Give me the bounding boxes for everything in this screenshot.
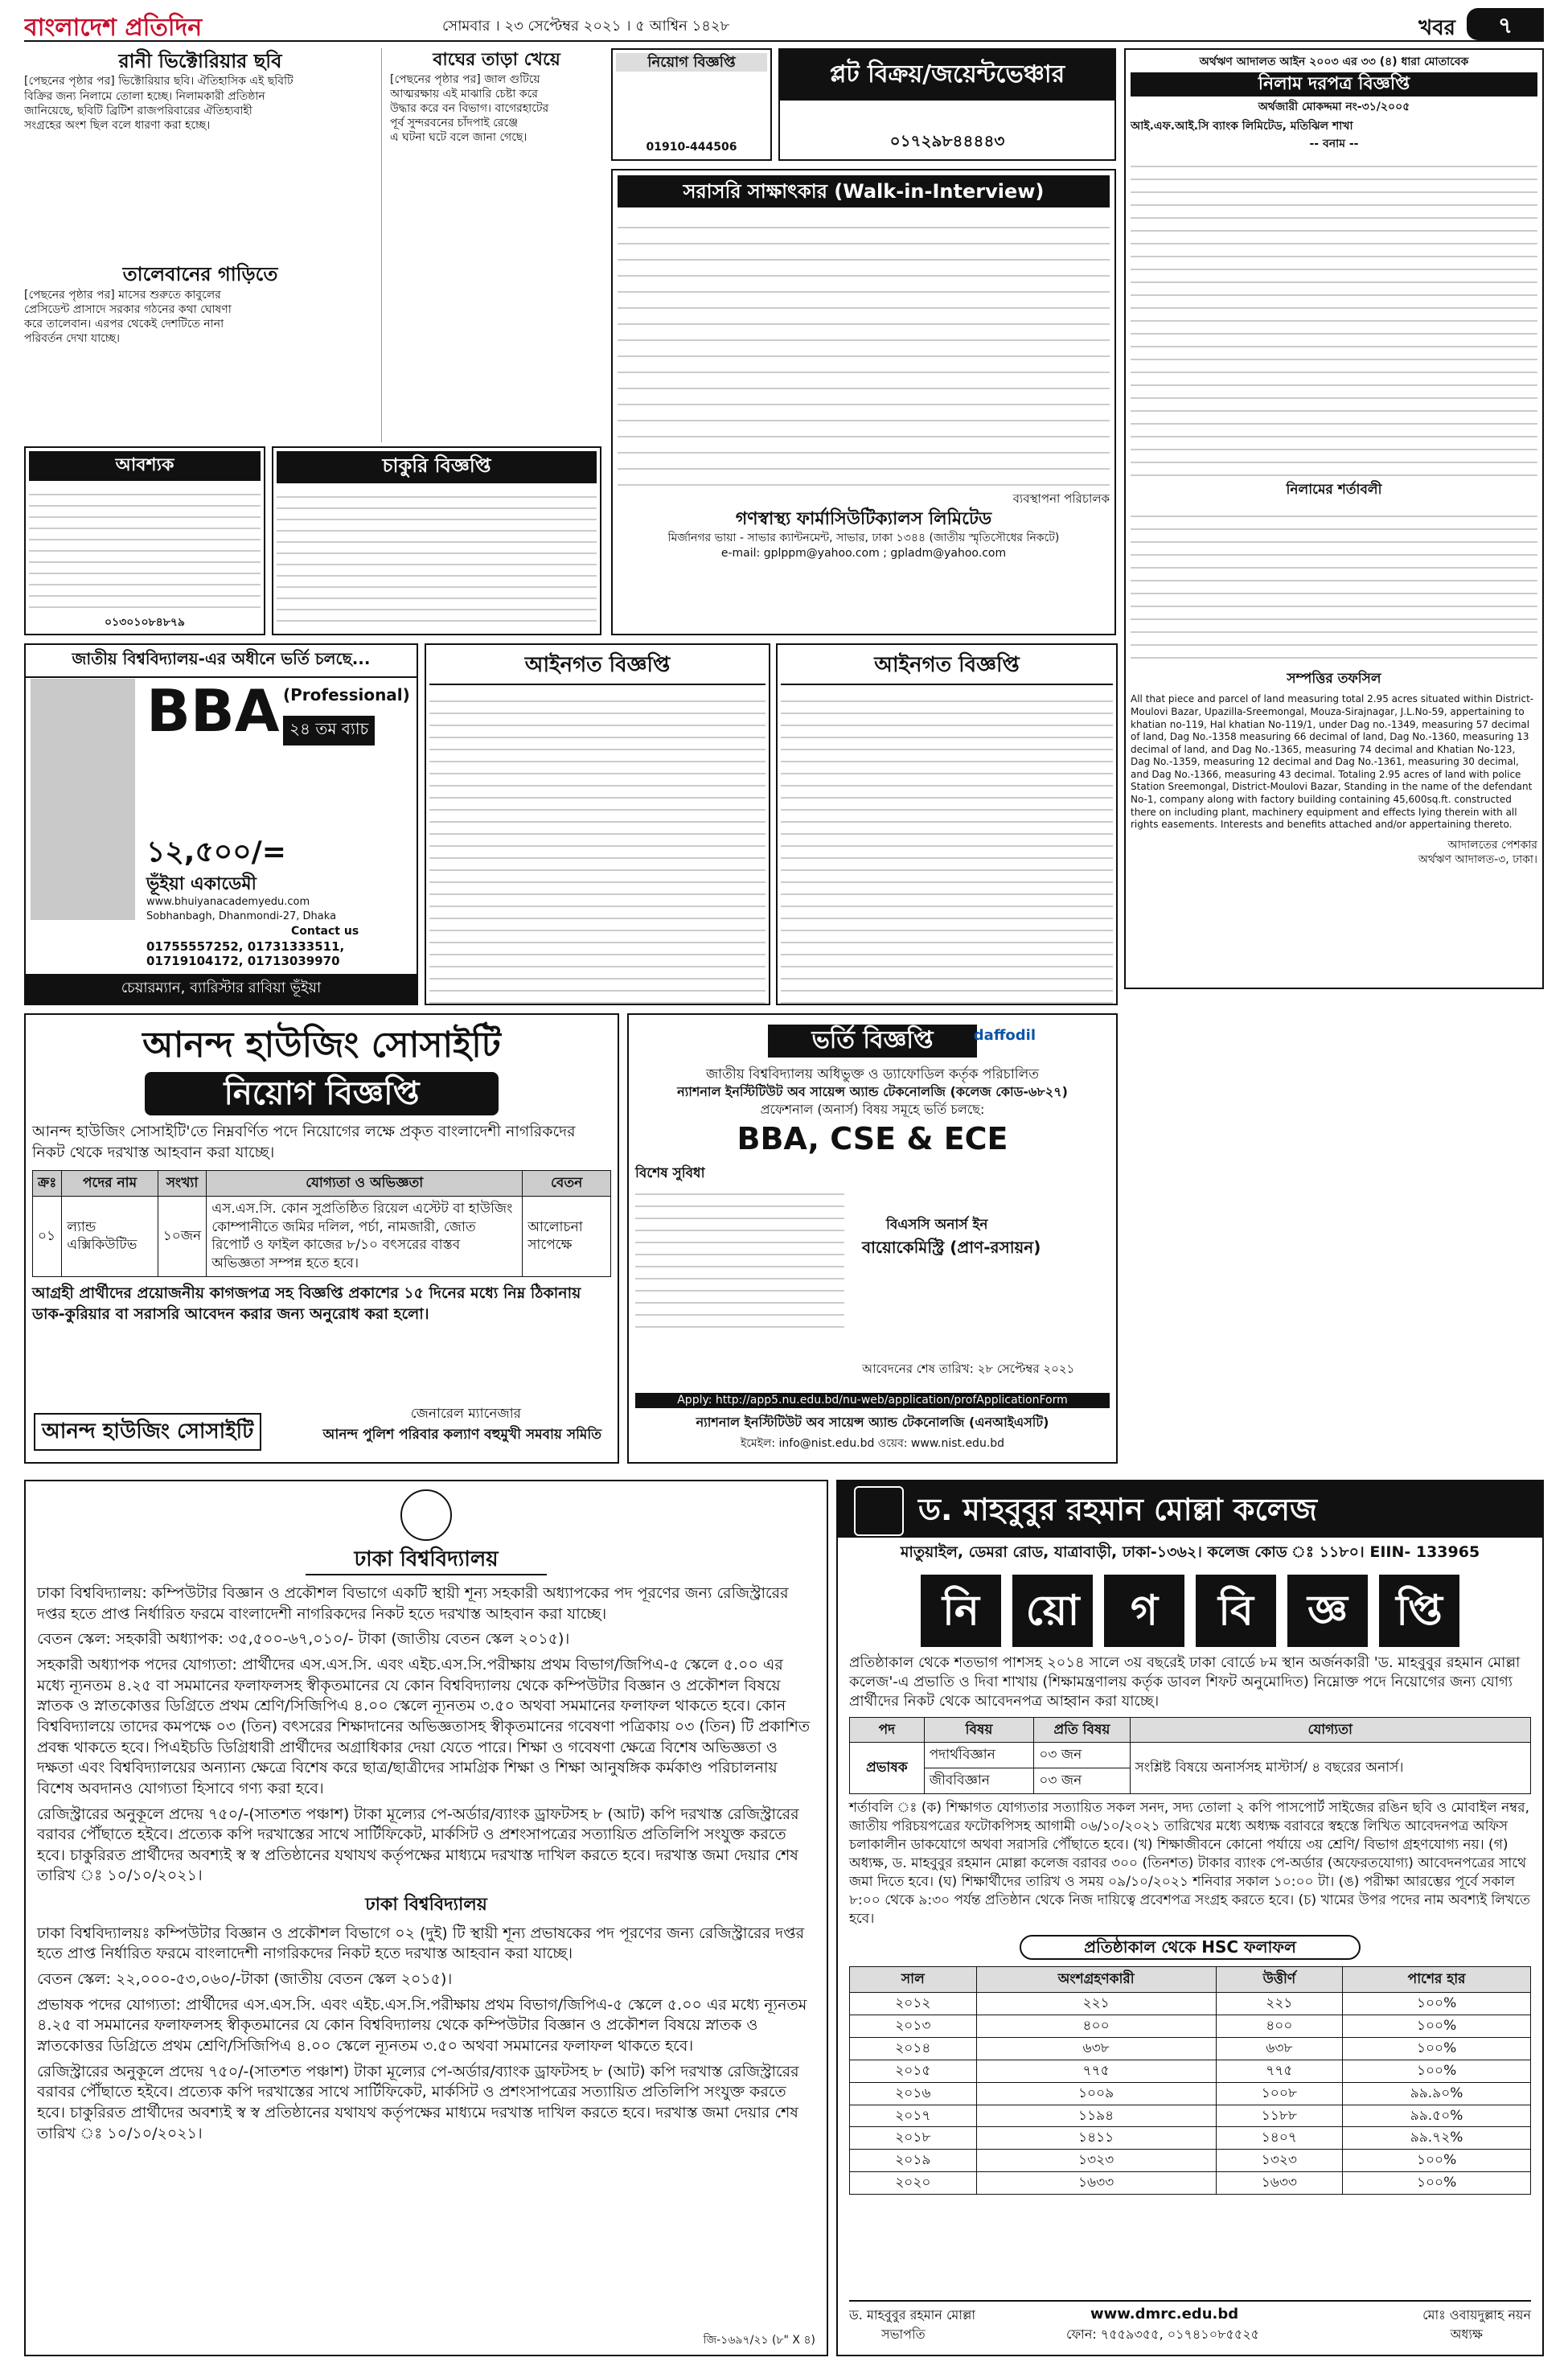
du-title: ঢাকা বিশ্ববিদ্যালয়	[306, 1546, 547, 1575]
dmrc-conditions: শর্তাবলি ঃ (ক) শিক্ষাগত যোগ্যতার সত্যায়িত সকল সনদ, সদ্য তোলা ২ কপি পাসপোর্ট সাইজের রঙিন ছবি ও মোবাইল নম্বর, জাতীয় পরিচয়পত্রের ফটোকপিসহ আগামী ০৬/১০/২০২১ তারিখের মধ্যে অধ্যক্ষ বরাবরে স্বহস্তে লিখিত আবেদনপত্র অফিস চলাকালীন ডাকযোগে অথবা সরাসরি পৌঁছাতে হবে। (খ) শিক্ষাজীবনে কোনো পর্যায়ে ৩য় শ্রেণি/ বিভাগ গ্রহণযোগ্য নয়। (গ) অধ্যক্ষ, ড. মাহবুবুর রহমান মোল্লা কলেজ বরাবর ৩০০ (তিনশত) টাকার ব্যাংক পে-অর্ডার (অফেরতযোগ্য) আবেদনপত্রের সাথে জমা দিতে হবে। (ঘ) শিক্ষার্থীদের তারিখ ও সময় ০৯/১০/২০২১ শনিবার সকাল ১০:০০ টা। (ঙ) পরীক্ষা আরম্ভের পূর্বে সকাল ৮:০০ থেকে ৯:৩০ পর্যন্ত প্রতিষ্ঠান থেকে নিজ দায়িত্বে প্রবেশপত্র সংগ্রহ করতে হবে। (চ) খামের উপর পদের নাম অবশ্যই লিখতে হবে।	[849, 1800, 1530, 1927]
page-number: ৭	[1467, 8, 1544, 40]
table-cell: ১০জন	[158, 1196, 206, 1277]
bba-photo	[31, 679, 135, 920]
nist-apply-link[interactable]: Apply: http://app5.nu.edu.bd/nu-web/application/profApplicationForm	[635, 1393, 1110, 1408]
nilam-court: অর্থঋণ আদালত-৩, ঢাকা।	[1418, 853, 1537, 867]
table-cell: ১৬৩৩	[976, 2172, 1216, 2195]
du-p1b: বেতন স্কেল: সহকারী অধ্যাপক: ৩৫,৫০০-৬৭,০১০/- টাকা (জাতীয় বেতন স্কেল ২০১৫)।	[37, 1630, 570, 1649]
ananda-intro: আনন্দ হাউজিং সোসাইটি'তে নিম্নবর্ণিত পদে নিয়োগের লক্ষে প্রকৃত বাংলাদেশী নাগরিকদের নিকট থেকে দরখাস্ত আহবান করা যাচ্ছে।	[32, 1123, 576, 1162]
table-cell: ১০০%	[1343, 2172, 1531, 2195]
nilam-rules-title: নিলামের শর্তাবলী	[1286, 482, 1382, 499]
table-cell: ২০১৬	[850, 2082, 977, 2105]
dmrc-title: ড. মাহবুবুর রহমান মোল্লা কলেজ	[918, 1492, 1318, 1527]
du-p1: ঢাকা বিশ্ববিদ্যালয়: কম্পিউটার বিজ্ঞান ও প্রকৌশল বিভাগে একটি স্থায়ী শূন্য সহকারী অধ্যাপকের পদ পূরণের জন্য রেজিস্ট্রারের দপ্তর হতে প্রাপ্ত নির্ধারিত ফরমে বাংলাদেশী নাগরিকদের নিকট হতে দরখাস্ত আহবান করা যাচ্ছে।	[37, 1584, 789, 1623]
nilam-vs: -- বনাম --	[1309, 138, 1359, 151]
table-cell: ৭৭৫	[1216, 2060, 1343, 2082]
bba-web: www.bhuiyanacademyedu.com	[146, 896, 310, 908]
nilam-bank: আই.এফ.আই.সি ব্যাংক লিমিটেড, মতিঝিল শাখা	[1131, 120, 1353, 133]
table-cell: ৯৯.৫০%	[1343, 2105, 1531, 2127]
table-cell: ১৪০৭	[1216, 2127, 1343, 2150]
nist-title: ভর্তি বিজ্ঞপ্তি	[768, 1025, 977, 1058]
hsc-table-body	[850, 1992, 1531, 2194]
ad-nilam	[1124, 48, 1544, 989]
masthead	[24, 8, 1544, 42]
nilam-body-placeholder	[1131, 154, 1537, 476]
du-title-2: ঢাকা বিশ্ববিদ্যালয়	[365, 1895, 487, 1916]
table-cell: ২০১৯	[850, 2150, 977, 2172]
dmrc-logo-icon	[854, 1486, 904, 1536]
du-p4: ঢাকা বিশ্ববিদ্যালয়ঃ কম্পিউটার বিজ্ঞান ও প্রকৌশল বিভাগে ০২ (দুই) টি স্থায়ী শূন্য প্রভাষকের পদ পূরণের জন্য রেজিস্ট্রারের দপ্তর হতে প্রাপ্ত নির্ধারিত ফরমে বাংলাদেশী নাগরিকদের নিকট হতে দরখাস্ত আহবান করা যাচ্ছে।	[37, 1924, 805, 1963]
table-header: পাশের হার	[1343, 1966, 1531, 1992]
table-row	[850, 2172, 1531, 2195]
ad-plot	[778, 48, 1116, 161]
news-line: করে তালেবান। এরপর থেকেই দেশটিতে নানা	[24, 317, 224, 331]
table-cell: ২০১২	[850, 1992, 977, 2015]
interview-email: e-mail: gplppm@yahoo.com ; gpladm@yahoo.com	[720, 547, 1007, 561]
news-line: উদ্ধার করে বন বিভাগ। বাগেরহাটের	[390, 102, 549, 116]
table-header: পদের নাম	[62, 1170, 158, 1196]
news-line: সংগ্রহের অংশ ছিল বলে ধারণা করা হচ্ছে।	[24, 118, 211, 132]
table-cell: জীববিজ্ঞান	[924, 1768, 1034, 1794]
bba-phones: 01755557252, 01731333511, 01719104172, 01713039970	[146, 939, 345, 968]
table-row	[850, 2127, 1531, 2150]
bba-prof: (Professional)	[283, 685, 410, 704]
dmrc-web[interactable]: www.dmrc.edu.bd	[1090, 2306, 1239, 2323]
dmrc-principal-role: অধ্যক্ষ	[1450, 2327, 1483, 2342]
ad-chakuri	[272, 446, 601, 635]
table-cell: এস.এস.সি. কোন সুপ্রতিষ্ঠিত রিয়েল এস্টেট বা হাউজিং কোম্পানীতে জমির দলিল, পর্চা, নামজারী, জোত রিপোর্ট ও ফাইল কাজের ৮/১০ বৎসরের বাস্তব অভিজ্ঞতা সম্পন্ন হতে হবে।	[207, 1196, 523, 1277]
nilam-rules-placeholder	[1131, 504, 1537, 665]
table-cell: ল্যান্ড এক্সিকিউটিভ	[62, 1196, 158, 1277]
table-header: সংখ্যা	[158, 1170, 206, 1196]
dmrc-footer	[849, 2300, 1531, 2348]
table-cell: সংশ্লিষ্ট বিষয়ে অনার্সসহ মাস্টার্স/ ৪ বছরের অনার্স।	[1130, 1743, 1531, 1794]
news-rani-title: রানী ভিক্টোরিয়ার ছবি	[118, 50, 282, 72]
du-seal-icon	[400, 1489, 452, 1541]
news-line: জানিয়েছে, ছবিটি ব্রিটিশ রাজপরিবারের ঐতিহ্যবাহী	[24, 104, 252, 117]
ad-legal-notice-2	[776, 643, 1118, 1005]
table-header: উত্তীর্ণ	[1216, 1966, 1343, 1992]
dmrc-intro: প্রতিষ্ঠাকাল থেকে শতভাগ পাশসহ ২০১৪ সালে ৩য় বছরেই ঢাকা বোর্ডে ৮ম স্থান অর্জনকারী 'ড. মাহবুবুর রহমান মোল্লা কলেজ'-এ প্রভাতি ও দিবা শাখায় (শিক্ষামন্ত্রণালয় কর্তৃক ডাবল শিফট অনুমোদিত) নিম্নোক্ত পদে নিয়োগের জন্য যোগ্য প্রার্থীদের নিকট থেকে আবেদনপত্র আহ্বান করা যাচ্ছে।	[849, 1653, 1521, 1711]
du-p6: রেজিস্ট্রারের অনুকূলে প্রদেয় ৭৫০/-(সাতশত পঞ্চাশ) টাকা মূল্যের পে-অর্ডার/ব্যাংক ড্রাফটসহ ৮ (আট) কপি দরখাস্ত রেজিস্ট্রারের বরাবর পৌঁছাতে হইবে। প্রত্যেক কপি দরখাস্তের সাথে সার্টিফিকেট, মার্কসিট ও প্রশংসাপত্রের সত্যায়িত প্রতিলিপি সংযুক্ত করতে হবে। চাকুরিরত প্রার্থীদের অবশ্যই স্ব স্ব প্রতিষ্ঠানের যথাযথ কর্তৃপক্ষের মাধ্যমে দরখাস্ত দাখিল করতে হবে। দরখাস্ত জমা দেয়ার শেষ তারিখ ঃ ১০/১০/২০২১।	[37, 2062, 799, 2142]
ad-dhaka-university	[24, 1480, 828, 2356]
table-row	[850, 2037, 1531, 2060]
table-header: পদ	[850, 1717, 925, 1743]
table-cell: ০৩ জন	[1034, 1768, 1130, 1794]
dmrc-principal: মোঃ ওবায়দুল্লাহ নয়ন	[1422, 2307, 1531, 2323]
nilam-title: নিলাম দরপত্র বিজ্ঞপ্তি	[1131, 72, 1537, 97]
nist-line1: জাতীয় বিশ্ববিদ্যালয় অধিভুক্ত ও ড্যাফোডিল কর্তৃক পরিচালিত	[705, 1066, 1040, 1082]
table-row	[850, 2082, 1531, 2105]
table-cell: ৪০০	[1216, 2015, 1343, 2037]
table-header: বেতন	[523, 1170, 611, 1196]
ad-niyog-small	[611, 48, 772, 161]
dmrc-niyog-letter: জ্ঞ	[1287, 1575, 1368, 1647]
table-row	[850, 1743, 1531, 1768]
news-talaban-title: তালেবানের গাড়িতে	[122, 263, 278, 286]
table-cell: ১৩২৩	[1216, 2150, 1343, 2172]
legal2-title: আইনগত বিজ্ঞপ্তি	[781, 648, 1113, 685]
nilam-schedule-text: All that piece and parcel of land measuring total 2.95 acres situated within District-Moulovi Bazar, Upazilla-Sreemongal, Mouza-Sirajnagar, J.L.No-59, appertaining to khatian no-119, Hal khatian No-119/1, under Dag no.-1349, measuring 57 decimal of land, Dag No.-1358 measuring 66 decimal of land, Dag No.-1360, measuring 13 decimal of land, and Dag No.-1365, measuring 74 decimal and Khatian No-123, Dag No.-1359, measuring 12 decimal and Dag No.-1361, measuring 30 decimal, and Dag No.-1366, measuring 43 decimal. Totaling 2.95 acres of land with police Station Sreemongal, District-Moulovi Bazar, Standing in the name of the defendant No-1, company along with factory building containing 45,600sq.ft. constructed there on including plant, machinery equipment and effects lying therein with all rights easements. Interests and benefits attached and/or appertaining thereto.	[1131, 693, 1534, 831]
dmrc-president-role: সভাপতি	[881, 2327, 926, 2342]
table-cell: ২০১৫	[850, 2060, 977, 2082]
dmrc-niyog-letter: প্তি	[1379, 1575, 1459, 1647]
nist-line2: ন্যাশনাল ইনস্টিটিউট অব সায়েন্স অ্যান্ড টেকনোলজি (কলেজ কোড-৬৮২৭)	[677, 1084, 1068, 1100]
ad-legal-notice-1	[425, 643, 770, 1005]
table-header: সাল	[850, 1966, 977, 1992]
news-line: পরিবর্তন দেখা যাচ্ছে।	[24, 332, 121, 346]
table-cell: ৬৩৮	[976, 2037, 1216, 2060]
news-line: আত্মরক্ষায় এই মাঝারি চেষ্টা করে	[390, 87, 538, 101]
ad-walk-in-interview	[611, 169, 1116, 635]
bba-title: জাতীয় বিশ্ববিদ্যালয়-এর অধীনে ভর্তি চলছে...	[26, 645, 417, 678]
table-row	[850, 2015, 1531, 2037]
dmrc-niyog-letter: গ	[1104, 1575, 1184, 1647]
bba-academy: ভূঁইয়া একাডেমী	[146, 874, 257, 894]
ad-plot-phone: ০১৭২৯৮৪৪৪৪৩	[889, 131, 1005, 150]
table-row	[850, 2060, 1531, 2082]
ad-plot-title: প্লট বিক্রয়/জয়েন্টভেঞ্চার	[780, 50, 1114, 101]
ad-ananda-housing	[24, 1013, 619, 1464]
ad-nist-admission	[627, 1013, 1118, 1464]
table-cell: ১০০%	[1343, 2060, 1531, 2082]
table-cell: ১৩২৩	[976, 2150, 1216, 2172]
table-cell: ০১	[33, 1196, 62, 1277]
table-cell: ১৬৩৩	[1216, 2172, 1343, 2195]
table-cell: প্রভাষক	[850, 1743, 925, 1794]
table-cell: ১০০%	[1343, 1992, 1531, 2015]
table-cell: ১০০৮	[1216, 2082, 1343, 2105]
news-line: প্রেসিডেন্ট প্রাসাদে সরকার গঠনের কথা ঘোষণা	[24, 302, 232, 316]
table-header: অংশগ্রহণকারী	[976, 1966, 1216, 1992]
table-cell: ২২১	[976, 1992, 1216, 2015]
du-p4b: বেতন স্কেল: ২২,০০০-৫৩,০৬০/-টাকা (জাতীয় বেতন স্কেল ২০১৫)।	[37, 1970, 453, 1989]
news-line: বিক্রির জন্য নিলামে তোলা হচ্ছে। নিলামকারী প্রতিষ্ঠান	[24, 89, 265, 103]
nist-institute: ন্যাশনাল ইনস্টিটিউট অব সায়েন্স অ্যান্ড টেকনোলজি (এনআইএসটি)	[696, 1415, 1049, 1430]
table-cell: ২২১	[1216, 1992, 1343, 2015]
table-cell: ১১৯৪	[976, 2105, 1216, 2127]
bba-batch: ২৪ তম ব্যাচ	[283, 716, 375, 745]
news-line: [পেছনের পৃষ্ঠার পর] জাল গুটিয়ে	[390, 72, 540, 86]
nist-programs: BBA, CSE & ECE	[737, 1120, 1008, 1156]
ananda-gm: জেনারেল ম্যানেজার	[410, 1406, 521, 1423]
du-p3: রেজিস্ট্রারের অনুকূলে প্রদেয় ৭৫০/-(সাতশত পঞ্চাশ) টাকা মূল্যের পে-অর্ডার/ব্যাংক ড্রাফটসহ ৮ (আট) কপি দরখাস্ত রেজিস্ট্রারের বরাবর পৌঁছাতে হইবে। প্রত্যেক কপি দরখাস্তের সাথে সার্টিফিকেট, মার্কসিট ও প্রশংসাপত্রের সত্যায়িত প্রতিলিপি সংযুক্ত করতে হবে। চাকুরিরত প্রার্থীদের অবশ্যই স্ব স্ব প্রতিষ্ঠানের যথাযথ কর্তৃপক্ষের মাধ্যমে দরখাস্ত দাখিল করতে হবে। দরখাস্ত জমা দেয়ার শেষ তারিখ ঃ ১০/১০/২০২১।	[37, 1805, 799, 1885]
table-cell: ০৩ জন	[1034, 1743, 1130, 1768]
chakuri-title: চাকুরি বিজ্ঞপ্তি	[277, 451, 597, 483]
table-cell: ২০১৭	[850, 2105, 977, 2127]
nilam-act: অর্থঋণ আদালত আইন ২০০৩ এর ৩৩ (৪) ধারা মোতাবেক	[1199, 55, 1469, 68]
table-header: বিষয়	[924, 1717, 1034, 1743]
nist-deadline: আবেদনের শেষ তারিখ: ২৮ সেপ্টেম্বর ২০২১	[862, 1362, 1075, 1376]
ad-niyog-small-phone: 01910-444506	[646, 140, 737, 154]
brand-logo: বাংলাদেশ প্রতিদিন	[24, 14, 203, 42]
news-line: [পেছনের পৃষ্ঠার পর] মাসের শুরুতে কাবুলের	[24, 288, 221, 302]
table-cell: আলোচনা সাপেক্ষে	[523, 1196, 611, 1277]
ananda-table	[32, 1170, 611, 1278]
ananda-logo: আনন্দ হাউজিং সোসাইটি	[34, 1413, 261, 1451]
dmrc-hsc-table	[849, 1966, 1531, 2195]
dmrc-header	[838, 1481, 1542, 1538]
table-header: প্রতি বিষয়	[1034, 1717, 1130, 1743]
bba-contact: Contact us	[291, 925, 359, 938]
nist-bsc: বিএসসি অনার্স ইন	[886, 1217, 988, 1233]
table-cell: ১০০%	[1343, 2015, 1531, 2037]
table-cell: ১১৮৮	[1216, 2105, 1343, 2127]
news-line: পূর্ব সুন্দরবনের চাঁদপাই রেঞ্জে	[390, 117, 519, 130]
interview-title: সরাসরি সাক্ষাৎকার (Walk-in-Interview)	[618, 175, 1110, 207]
table-cell: ৭৭৫	[976, 2060, 1216, 2082]
table-cell: পদার্থবিজ্ঞান	[924, 1743, 1034, 1768]
du-p2: সহকারী অধ্যাপক পদের যোগ্যতা: প্রার্থীদের এস.এস.সি. এবং এইচ.এস.সি.পরীক্ষায় প্রথম বিভাগ/জিপিএ-৫ স্কেলে ৫.০০ এর মধ্যে ন্যূনতম ৪.২৫ বা সমমানের ফলাফলসহ স্বীকৃতমানের যে কোন বিশ্ববিদ্যালয় থেকে কম্পিউটার বিজ্ঞান ও প্রকৌশল বিষয়ে স্নাতক ও স্নাতকোত্তর ডিগ্রিতে প্রথম শ্রেণি/সিজিপিএ ৪.০০ স্কেলে ন্যূনতম ৩.৫০ অথবা সমমানের ফলাফল থাকতে হবে। কোন বিশ্ববিদ্যালয়ে তাদের কমপক্ষে ০৩ (তিন) বৎসরের শিক্ষাদানের অভিজ্ঞতাসহ স্বীকৃতমানের গবেষণা পত্রিকায় ০৩ (তিন) টি প্রকাশিত প্রবন্ধ থাকতে হবে। পিএইচডি ডিগ্রিধারী প্রার্থীদের অগ্রাধিকার দেয়া যেতে পারে। শিক্ষা ও গবেষণা ক্ষেত্রে বিশেষ অভিজ্ঞতা ও দক্ষতা এবং বিশ্ববিদ্যালয়ের অন্যান্য ক্ষেত্রে বিশেষ করে ছাত্র/ছাত্রীদের সামগ্রিক শিক্ষা ও শিক্ষা আনুষঙ্গিক কর্মকাণ্ড পরিচালনায় বিশেষ অবদানও যোগ্যতা হিসাবে গণ্য করা হবে।	[37, 1656, 811, 1797]
nist-email: ইমেইল: info@nist.edu.bd ওয়েব: www.nist.edu.bd	[740, 1437, 1005, 1450]
table-row	[850, 2150, 1531, 2172]
table-row	[850, 2105, 1531, 2127]
table-cell: ২০২০	[850, 2172, 977, 2195]
dmrc-niyog-row	[838, 1575, 1542, 1647]
du-logos	[37, 1489, 815, 1546]
ananda-sub: নিয়োগ বিজ্ঞপ্তি	[145, 1072, 499, 1115]
ad-bba	[24, 643, 418, 1005]
news-tiger-title: বাঘের তাড়া খেয়ে	[433, 50, 560, 70]
dmrc-job-table	[849, 1717, 1531, 1795]
table-cell: ১০০৯	[976, 2082, 1216, 2105]
ad-awashyak	[24, 446, 265, 635]
bba-big: BBA	[146, 677, 280, 745]
awashyak-title: আবশ্যক	[29, 451, 261, 481]
table-cell: ২০১৩	[850, 2015, 977, 2037]
du-code: জি-১৬৯৭/২১ (৮" X ৪)	[703, 2334, 815, 2347]
table-cell: ৪০০	[976, 2015, 1216, 2037]
ananda-title: আনন্দ হাউজিং সোসাইটি	[142, 1025, 501, 1066]
interview-tag: ব্যবস্থাপনা পরিচালক	[1012, 491, 1110, 507]
dmrc-president: ড. মাহবুবুর রহমান মোল্লা	[849, 2307, 975, 2323]
table-header: ক্রঃ	[33, 1170, 62, 1196]
news-line: [পেছনের পৃষ্ঠার পর] ভিক্টোরিয়ার ছবি। ঐতিহাসিক এই ছবিটি	[24, 75, 293, 88]
table-cell: ২০১৪	[850, 2037, 977, 2060]
bba-chair: চেয়ারম্যান, ব্যারিস্টার রাবিয়া ভূঁইয়া	[26, 974, 417, 1004]
nist-features-title: বিশেষ সুবিধা	[635, 1164, 705, 1181]
nist-line3: প্রফেশনাল (অনার্স) বিষয় সমূহে ভর্তি চলছে:	[760, 1102, 985, 1118]
nilam-schedule-title: সম্পত্তির তফসিল	[1287, 671, 1381, 688]
table-cell: ১০০%	[1343, 2037, 1531, 2060]
table-cell: ৯৯.৭২%	[1343, 2127, 1531, 2150]
dmrc-niyog-letter: নি	[921, 1575, 1001, 1647]
legal1-title: আইনগত বিজ্ঞপ্তি	[429, 648, 766, 685]
news-line: এ ঘটনা ঘটে বলে জানা গেছে।	[390, 131, 527, 145]
interview-address: মির্জানগর ভায়া - সাভার ক্যান্টনমেন্ট, সাভার, ঢাকা ১৩৪৪ (জাতীয় স্মৃতিসৌধের নিকটে)	[667, 532, 1060, 545]
issue-date: সোমবার । ২৩ সেপ্টেম্বর ২০২১ । ৫ আশ্বিন ১৪২৮	[442, 18, 730, 35]
nist-biochem: বায়োকেমিস্ট্রি (প্রাণ-রসায়ন)	[862, 1238, 1041, 1257]
table-cell: ৬৩৮	[1216, 2037, 1343, 2060]
nilam-case: অর্থজারী মোকদ্দমা নং-৩১/২০০৫	[1258, 100, 1410, 113]
nist-partner: daffodil	[973, 1027, 1036, 1044]
nilam-signer: আদালতের পেশকার	[1447, 838, 1537, 852]
table-cell: ১০০%	[1343, 2150, 1531, 2172]
interview-company: গণস্বাস্থ্য ফার্মাসিউটিক্যালস লিমিটেড	[735, 508, 992, 529]
table-cell: ১৪১১	[976, 2127, 1216, 2150]
ad-niyog-small-title: নিয়োগ বিজ্ঞপ্তি	[616, 53, 767, 72]
news-rani-victoria	[24, 48, 382, 442]
ananda-org: আনন্দ পুলিশ পরিবার কল্যাণ বহুমুখী সমবায় সমিতি	[322, 1427, 601, 1444]
dmrc-address: মাতুয়াইল, ডেমরা রোড, যাত্রাবাড়ী, ঢাকা-১৩৬২। কলেজ কোড ঃ ১১৮০। EIIN- 133965	[900, 1543, 1480, 1561]
dmrc-niyog-letter: বি	[1196, 1575, 1276, 1647]
ad-dmrc-college	[836, 1480, 1544, 2356]
table-header: যোগ্যতা	[1130, 1717, 1531, 1743]
du-p5: প্রভাষক পদের যোগ্যতা: প্রার্থীদের এস.এস.সি. এবং এইচ.এস.সি.পরীক্ষায় প্রথম বিভাগ/জিপিএ-৫ স্কেলে ৫.০০ এর মধ্যে ন্যূনতম ৪.২৫ বা সমমানের ফলাফলসহ স্বীকৃতমানের যে কোন বিশ্ববিদ্যালয় থেকে কম্পিউটার বিজ্ঞান ও প্রকৌশল বিষয়ে স্নাতক ও স্নাতকোত্তর ডিগ্রিতে প্রথম শ্রেণি/সিজিপিএ ৪.০০ স্কেলে ন্যূনতম ৩.৫০ অথবা সমমানের ফলাফল থাকতে হবে।	[37, 1995, 807, 2055]
table-cell: ৯৯.৯০%	[1343, 2082, 1531, 2105]
dmrc-hsc-title: প্রতিষ্ঠাকাল থেকে HSC ফলাফল	[1020, 1935, 1361, 1960]
dmrc-phone: ফোন: ৭৫৫৯৩৫৫, ০১৭৪১০৮৫৫২৫	[1066, 2327, 1260, 2342]
table-row	[850, 1992, 1531, 2015]
section-name: খবর	[1418, 16, 1455, 40]
ananda-note: আগ্রহী প্রার্থীদের প্রয়োজনীয় কাগজপত্র সহ বিজ্ঞপ্তি প্রকাশের ১৫ দিনের মধ্যে নিম্ন ঠিকানায় ডাক-কুরিয়ার বা সরাসরি আবেদন করার জন্য অনুরোধ করা হলো।	[32, 1284, 581, 1323]
bba-address: Sobhanbagh, Dhanmondi-27, Dhaka	[146, 910, 337, 922]
awashyak-phone: ০১৩০১০৮৪৮৭৯	[104, 616, 186, 629]
table-header: যোগ্যতা ও অভিজ্ঞতা	[207, 1170, 523, 1196]
table-row	[33, 1196, 611, 1277]
table-cell: ২০১৮	[850, 2127, 977, 2150]
dmrc-niyog-letter: য়ো	[1012, 1575, 1093, 1647]
bba-fee: ১২,৫০০/=	[146, 836, 286, 869]
